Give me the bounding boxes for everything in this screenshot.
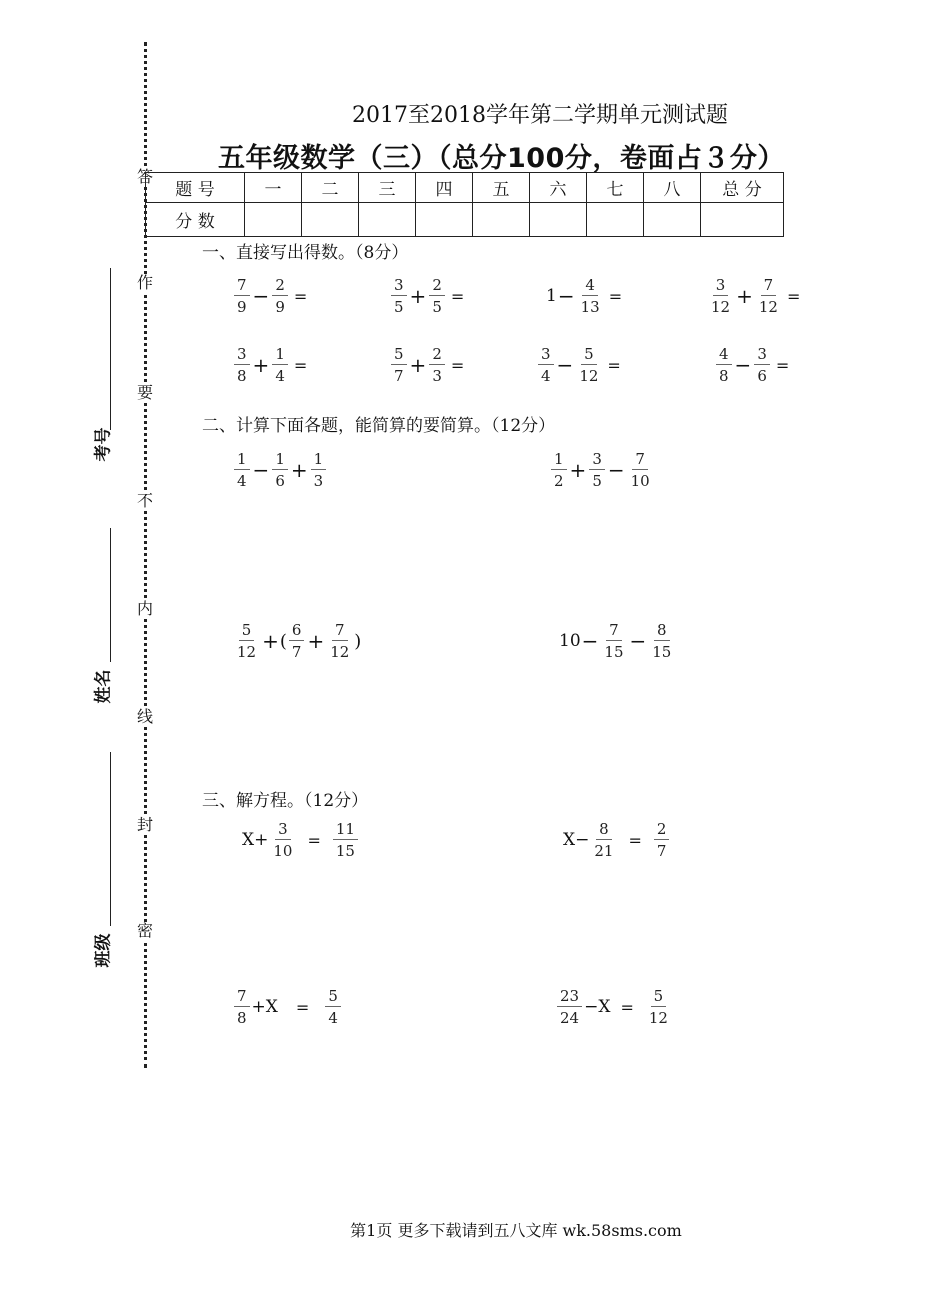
class-label: 班级 bbox=[93, 933, 114, 968]
section-2-title: 二、计算下面各题，能简算的要简算。 bbox=[202, 416, 491, 436]
fraction: $\frac{4}{13}$ bbox=[580, 276, 600, 316]
fraction: $\frac{5}{12}$ bbox=[648, 987, 668, 1027]
score-cell[interactable] bbox=[416, 203, 473, 237]
score-col-header: 六 bbox=[530, 173, 587, 203]
equation: $\frac{23}{24}$ −X = $\frac{5}{12}$ bbox=[555, 987, 673, 1027]
fraction: $\frac{2}{5}$ bbox=[429, 276, 445, 316]
seal-char: 内 bbox=[136, 599, 153, 618]
fraction: $\frac{7}{15}$ bbox=[604, 621, 624, 661]
name-blank[interactable] bbox=[110, 528, 111, 662]
score-col-header: 一 bbox=[245, 173, 302, 203]
fraction: $\frac{1}{3}$ bbox=[311, 450, 327, 490]
class-blank[interactable] bbox=[110, 752, 111, 926]
fraction: $\frac{23}{24}$ bbox=[557, 987, 582, 1027]
fraction: $\frac{8}{21}$ bbox=[594, 820, 614, 860]
fraction: $\frac{5}{12}$ bbox=[237, 621, 257, 661]
section-2-points: （12分） bbox=[491, 416, 556, 436]
calc-problem: $\frac{1}{2}$ + $\frac{3}{5}$ − $\frac{7}{10}$ bbox=[549, 450, 655, 490]
fraction: $\frac{1}{6}$ bbox=[272, 450, 288, 490]
fraction: $\frac{1}{2}$ bbox=[551, 450, 567, 490]
score-col-header: 四 bbox=[416, 173, 473, 203]
score-cell[interactable] bbox=[644, 203, 701, 237]
section-3-points: （12分） bbox=[304, 791, 369, 811]
fraction: $\frac{3}{5}$ bbox=[391, 276, 407, 316]
fraction: $\frac{8}{15}$ bbox=[652, 621, 672, 661]
fraction: $\frac{1}{4}$ bbox=[234, 450, 250, 490]
equation: X− $\frac{8}{21}$ = $\frac{2}{7}$ bbox=[563, 820, 671, 860]
seal-char: 密 bbox=[136, 921, 153, 940]
score-table-label: 题 号 bbox=[146, 173, 245, 203]
section-1-points: （8分） bbox=[355, 243, 409, 263]
fraction: $\frac{11}{15}$ bbox=[333, 820, 358, 860]
exam-subject-title: 五年级数学（三）（总分100分，卷面占３分） bbox=[218, 143, 785, 174]
score-cell[interactable] bbox=[587, 203, 644, 237]
fraction: $\frac{7}{10}$ bbox=[630, 450, 650, 490]
name-label: 姓名 bbox=[93, 669, 114, 704]
fraction: $\frac{3}{5}$ bbox=[589, 450, 605, 490]
section-1-heading bbox=[202, 238, 408, 263]
oral-problem: $\frac{3}{5}$ + $\frac{2}{5}$ = bbox=[389, 276, 464, 316]
seal-char: 作 bbox=[136, 273, 153, 292]
fraction: $\frac{7}{12}$ bbox=[758, 276, 778, 316]
fraction: $\frac{7}{12}$ bbox=[330, 621, 350, 661]
section-1-title: 一、直接写出得数。 bbox=[202, 243, 355, 263]
score-col-header: 三 bbox=[359, 173, 416, 203]
score-cell[interactable] bbox=[245, 203, 302, 237]
seal-char: 要 bbox=[136, 383, 153, 402]
exam-term-title: 2017至2018学年第二学期单元测试题 bbox=[352, 103, 728, 128]
fraction: $\frac{6}{7}$ bbox=[289, 621, 305, 661]
seal-char: 线 bbox=[136, 707, 153, 726]
score-col-header: 二 bbox=[302, 173, 359, 203]
seal-char: 不 bbox=[136, 491, 153, 510]
fraction: $\frac{3}{10}$ bbox=[273, 820, 293, 860]
fraction: $\frac{2}{9}$ bbox=[272, 276, 288, 316]
score-row-label: 分 数 bbox=[146, 203, 245, 237]
equation: X+ $\frac{3}{10}$ = $\frac{11}{15}$ bbox=[242, 820, 360, 860]
fraction: $\frac{3}{8}$ bbox=[234, 345, 250, 385]
fraction: $\frac{5}{7}$ bbox=[391, 345, 407, 385]
calc-problem: 10 − $\frac{7}{15}$ − $\frac{8}{15}$ bbox=[559, 621, 676, 661]
score-table-score-row bbox=[146, 203, 784, 237]
calc-problem: $\frac{1}{4}$ − $\frac{1}{6}$ + $\frac{1}{3}$ bbox=[232, 450, 328, 490]
fraction: $\frac{5}{12}$ bbox=[579, 345, 599, 385]
section-3-heading bbox=[202, 786, 368, 811]
score-cell[interactable] bbox=[359, 203, 416, 237]
score-col-header: 总 分 bbox=[701, 173, 784, 203]
oral-problem: $\frac{3}{8}$ + $\frac{1}{4}$ = bbox=[232, 345, 307, 385]
score-col-header: 五 bbox=[473, 173, 530, 203]
fraction: $\frac{3}{4}$ bbox=[538, 345, 554, 385]
oral-problem: 1 − $\frac{4}{13}$ = bbox=[546, 276, 623, 316]
exam-number-blank[interactable] bbox=[110, 268, 111, 430]
fraction: $\frac{7}{8}$ bbox=[234, 987, 250, 1027]
score-table bbox=[145, 172, 784, 237]
score-table-header-row bbox=[146, 173, 784, 203]
fraction: $\frac{4}{8}$ bbox=[716, 345, 732, 385]
seal-char: 答 bbox=[136, 167, 153, 186]
score-cell[interactable] bbox=[302, 203, 359, 237]
score-cell[interactable] bbox=[530, 203, 587, 237]
score-col-header: 七 bbox=[587, 173, 644, 203]
oral-problem: $\frac{4}{8}$ − $\frac{3}{6}$ = bbox=[714, 345, 789, 385]
score-cell[interactable] bbox=[473, 203, 530, 237]
seal-char: 封 bbox=[136, 815, 153, 834]
score-col-header: 八 bbox=[644, 173, 701, 203]
fraction: $\frac{3}{6}$ bbox=[754, 345, 770, 385]
oral-problem: $\frac{5}{7}$ + $\frac{2}{3}$ = bbox=[389, 345, 464, 385]
section-2-heading bbox=[202, 411, 555, 436]
equation: $\frac{7}{8}$ +X = $\frac{5}{4}$ bbox=[232, 987, 343, 1027]
oral-problem: $\frac{3}{12}$ + $\frac{7}{12}$ = bbox=[706, 276, 800, 316]
exam-number-label: 考号 bbox=[93, 427, 114, 462]
page-footer: 第1页 更多下载请到五八文库 wk.58sms.com bbox=[350, 1221, 682, 1240]
section-3-title: 三、解方程。 bbox=[202, 791, 304, 811]
oral-problem: $\frac{3}{4}$ − $\frac{5}{12}$ = bbox=[536, 345, 621, 385]
calc-problem: $\frac{5}{12}$ + ( $\frac{6}{7}$ + $\frac{7}{12}$ ) bbox=[232, 621, 361, 661]
fraction: $\frac{1}{4}$ bbox=[272, 345, 288, 385]
fraction: $\frac{3}{12}$ bbox=[711, 276, 731, 316]
fraction: $\frac{2}{7}$ bbox=[654, 820, 670, 860]
fraction: $\frac{5}{4}$ bbox=[325, 987, 341, 1027]
oral-problem: $\frac{7}{9}$ − $\frac{2}{9}$ = bbox=[232, 276, 307, 316]
fraction: $\frac{7}{9}$ bbox=[234, 276, 250, 316]
score-cell[interactable] bbox=[701, 203, 784, 237]
fraction: $\frac{2}{3}$ bbox=[429, 345, 445, 385]
